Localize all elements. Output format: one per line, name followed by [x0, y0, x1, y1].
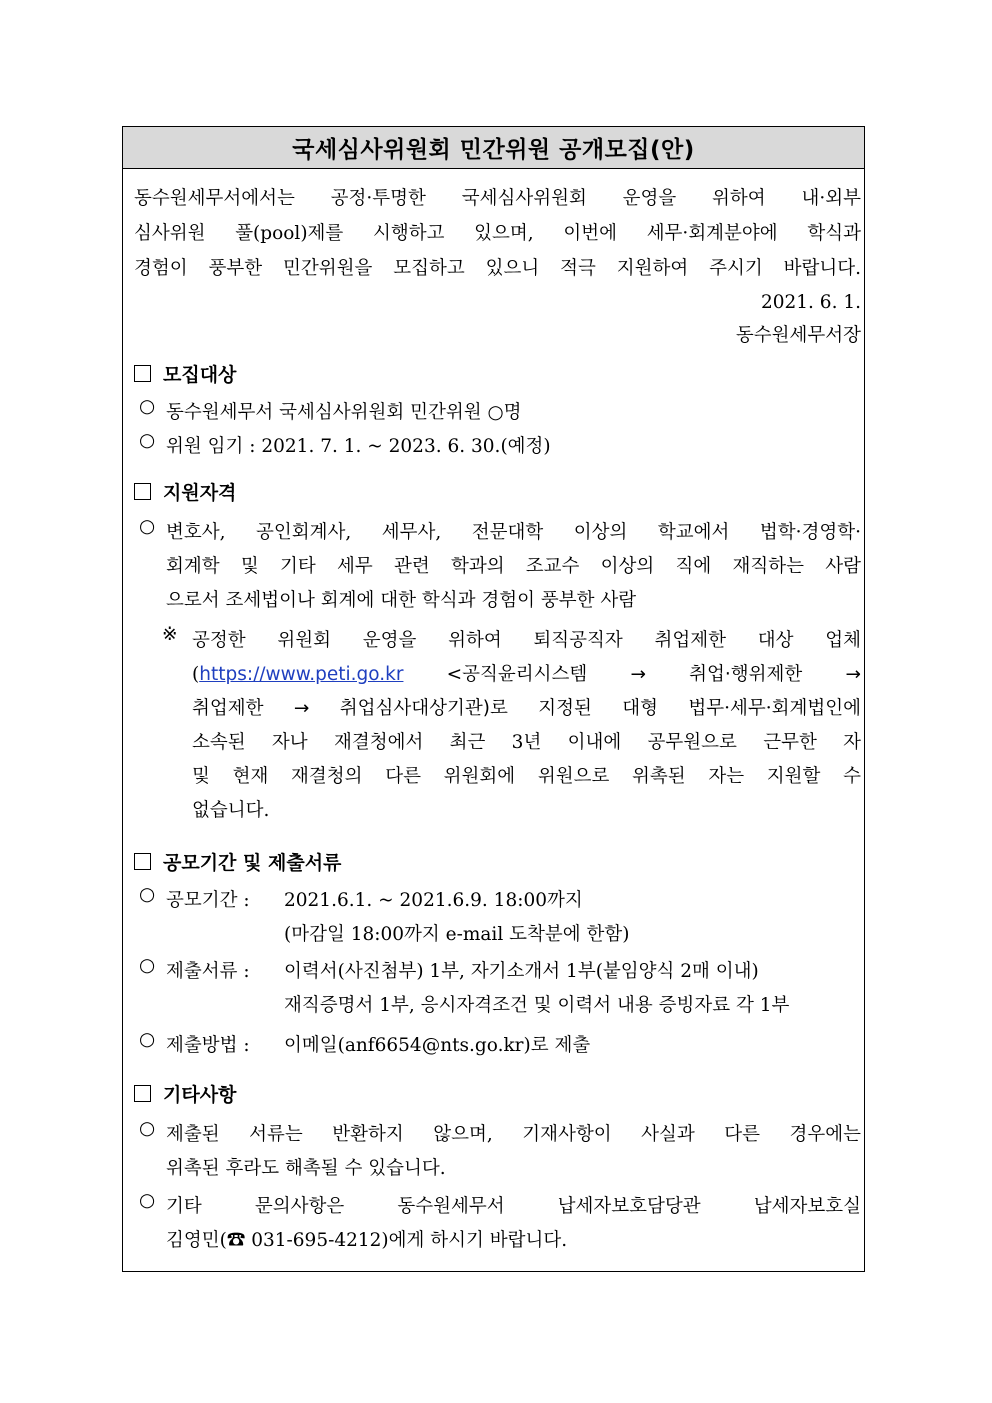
- item-text: 으로서 조세법이나 회계에 대한 학식과 경험이 풍부한 사람: [166, 590, 637, 611]
- intro-line: 경험이 풍부한 민간위원을 모집하고 있으니 적극 지원하여 주시기 바랍니다.: [134, 258, 861, 279]
- note-text: 취업제한 → 취업심사대상기관)로 지정된 대형 법무·세무·회계법인에: [192, 698, 861, 719]
- section-heading-etc: [134, 1078, 861, 1108]
- circle-bullet-icon: ○: [139, 955, 156, 976]
- note-text: 없습니다.: [192, 800, 270, 821]
- section-heading-period: [134, 846, 861, 876]
- item-text: 김영민(☎ 031-695-4212)에게 하시기 바랍니다.: [166, 1230, 568, 1251]
- section-title: 기타사항: [163, 1083, 237, 1106]
- circle-bullet-icon: ○: [139, 884, 156, 905]
- circle-bullet-icon: ○: [139, 1029, 156, 1050]
- circle-bullet-icon: ○: [139, 396, 156, 417]
- document-body: [123, 181, 864, 1258]
- square-bullet-icon: [134, 483, 151, 500]
- item-value: 이력서(사진첨부) 1부, 자기소개서 1부(붙임양식 2매 이내): [284, 961, 759, 982]
- item-text: 회계학 및 기타 세무 관련 학과의 조교수 이상의 직에 재직하는 사람: [166, 556, 861, 577]
- item-text: 제출된 서류는 반환하지 않으며, 기재사항이 사실과 다른 경우에는: [166, 1124, 861, 1145]
- circle-bullet-icon: ○: [139, 1190, 156, 1211]
- item-text: 기타 문의사항은 동수원세무서 납세자보호담당관 납세자보호실: [166, 1196, 861, 1217]
- list-item: [134, 1190, 861, 1258]
- note-text: 소속된 자나 재결청에서 최근 3년 이내에 공무원으로 근무한 자: [192, 732, 861, 753]
- title-bar: [123, 127, 864, 169]
- item-label: 제출서류 :: [166, 961, 256, 982]
- item-value: 2021.6.1. ~ 2021.6.9. 18:00까지: [284, 890, 583, 911]
- section-heading-qualify: [134, 476, 861, 506]
- intro-line: 동수원세무서에서는 공정·투명한 국세심사위원회 운영을 위하여 내·외부: [134, 188, 861, 209]
- list-item: [134, 1029, 861, 1063]
- list-item: [134, 430, 861, 464]
- list-item: [134, 1118, 861, 1186]
- list-item: [134, 396, 861, 430]
- note-item: [134, 624, 861, 658]
- item-label: 제출방법 :: [166, 1035, 256, 1056]
- section-title: 지원자격: [163, 481, 237, 504]
- section-title: 공모기간 및 제출서류: [163, 851, 342, 874]
- note-text: 공정한 위원회 운영을 위하여 퇴직공직자 취업제한 대상 업체: [192, 630, 861, 651]
- item-value: 이메일(anf6654@nts.go.kr)로 제출: [284, 1035, 591, 1056]
- notice-signer: 동수원세무서장: [735, 325, 861, 346]
- circle-bullet-icon: ○: [139, 516, 156, 537]
- item-text: 변호사, 공인회계사, 세무사, 전문대학 이상의 학교에서 법학·경영학·: [166, 522, 861, 543]
- reference-mark-icon: ※: [162, 624, 178, 645]
- intro-line: 심사위원 풀(pool)제를 시행하고 있으며, 이번에 세무·회계분야에 학식과: [134, 223, 861, 244]
- section-heading-recruit: [134, 358, 861, 388]
- item-label: 공모기간 :: [166, 890, 256, 911]
- item-text: 위촉된 후라도 해촉될 수 있습니다.: [166, 1158, 446, 1179]
- item-subtext: (마감일 18:00까지 e-mail 도착분에 한함): [284, 924, 630, 945]
- list-item: [134, 884, 861, 952]
- circle-bullet-icon: ○: [139, 1118, 156, 1139]
- square-bullet-icon: [134, 365, 151, 382]
- item-text: 동수원세무서 국세심사위원회 민간위원 ○명: [166, 402, 522, 423]
- document-title: 국세심사위원회 민간위원 공개모집(안): [292, 137, 695, 163]
- peti-link[interactable]: https://www.peti.go.kr: [199, 664, 404, 685]
- square-bullet-icon: [134, 853, 151, 870]
- section-title: 모집대상: [163, 363, 237, 386]
- list-item: [134, 955, 861, 1023]
- note-link-line: (https://www.peti.go.kr <공직윤리시스템 → 취업·행위제한 →: [192, 664, 861, 685]
- circle-bullet-icon: ○: [139, 430, 156, 451]
- note-item-cont: [134, 658, 861, 828]
- notice-document: [122, 126, 865, 1272]
- notice-date: 2021. 6. 1.: [760, 292, 861, 313]
- square-bullet-icon: [134, 1085, 151, 1102]
- intro-paragraph: [134, 181, 861, 286]
- item-subtext: 재직증명서 1부, 응시자격조건 및 이력서 내용 증빙자료 각 1부: [284, 995, 790, 1016]
- note-text: 및 현재 재결청의 다른 위원회에 위원으로 위촉된 자는 지원할 수: [192, 766, 861, 787]
- list-item: [134, 516, 861, 618]
- item-text: 위원 임기 : 2021. 7. 1. ~ 2023. 6. 30.(예정): [166, 436, 551, 457]
